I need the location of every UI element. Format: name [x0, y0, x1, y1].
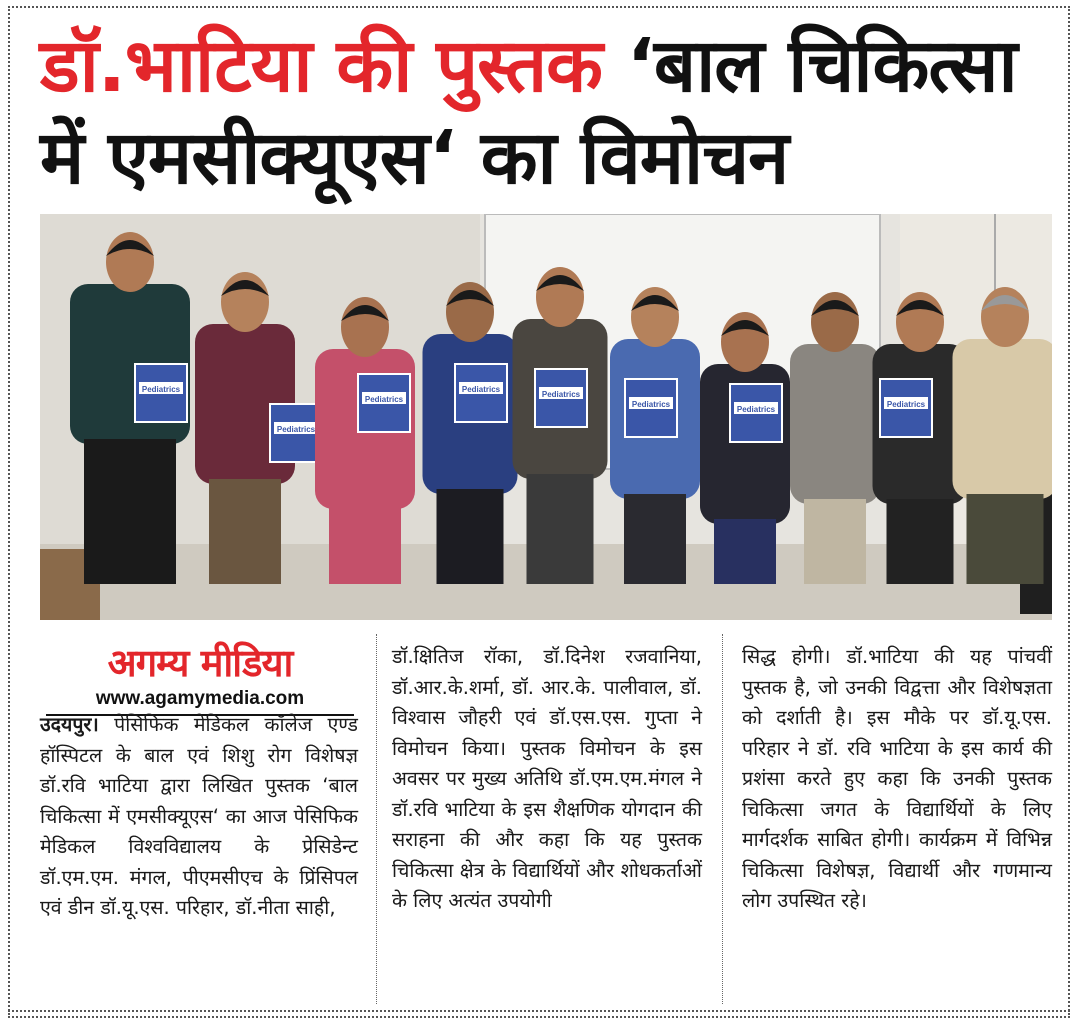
article-column-1: [40, 710, 358, 924]
person-legs: [967, 494, 1044, 584]
person-legs: [887, 499, 954, 584]
book-title-text: Pediatrics: [276, 425, 316, 434]
article-text-2: डॉ.क्षितिज रॉका, डॉ.दिनेश रजवानिया, डॉ.आर.के.शर्मा, डॉ. आर.के. पालीवाल, डॉ. विश्वास जौहरी एवं डॉ.एस.एस. गुप्ता ने विमोचन किया। पुस्तक विमोचन के इस अवसर पर मुख्य अतिथि डॉ.एम.एम.मंगल ने डॉ.रवि भाटिया के इस शैक्षणिक योगदान की सराहना की और कहा कि यह पुस्तक चिकित्सा क्षेत्र के विद्यार्थियों और शोधकर्ताओं के लिए अत्यंत उपयोगी: [392, 645, 702, 912]
bottom-border: [8, 1010, 1070, 1012]
person-legs: [804, 499, 866, 584]
article-text-1: पेसिफिक मेडिकल कॉलेज एण्ड हॉस्पिटल के बाल एवं शिशु रोग विशेषज्ञ डॉ.रवि भाटिया द्वारा लिखित पुस्तक ‘बाल चिकित्सा में एमसीक्यूएस‘ का आज पेसिफिक मेडिकल विश्वविद्यालय के प्रेसिडेन्ट डॉ.एम.एम. मंगल, पीएमसीएच के प्रिंसिपल एवं डीन डॉ.यू.एस. परिहार, डॉ.नीता साही,: [40, 713, 358, 919]
person-legs: [209, 479, 281, 584]
dateline: उदयपुर।: [40, 713, 99, 736]
headline: [40, 20, 1050, 204]
article-text-3: सिद्ध होगी। डॉ.भाटिया की यह पांचवीं पुस्तक है, जो उनकी विद्वत्ता और विशेषज्ञता को दर्शाती है। इस मौके पर डॉ.यू.एस. परिहार ने डॉ. रवि भाटिया के इस कार्य की प्रशंसा करते हुए कहा कि उनकी पुस्तक चिकित्सा जगत के विद्यार्थियों के लिए मार्गदर्शक साबित होगी। कार्यक्रम में विभिन्न चिकित्सा विशेषज्ञ, विद्यार्थी और गणमान्य लोग उपस्थित रहे।: [742, 645, 1052, 912]
article-column-2: [392, 642, 702, 917]
book-title-text: Pediatrics: [461, 385, 501, 394]
brand-name: अगम्य मीडिया: [107, 641, 293, 685]
column-divider: [722, 634, 723, 1004]
event-photo: [40, 214, 1052, 620]
book-title-text: Pediatrics: [364, 395, 404, 404]
person-torso: [953, 339, 1053, 499]
book-title-text: Pediatrics: [631, 400, 671, 409]
person-legs: [527, 474, 594, 584]
brand-block: [40, 640, 360, 716]
person-legs: [437, 489, 504, 584]
person-torso: [790, 344, 880, 504]
person-legs: [714, 519, 776, 584]
headline-red-part: डॉ.भाटिया की पुस्तक: [40, 23, 602, 109]
article-column-3: [742, 642, 1052, 917]
book-title-text: Pediatrics: [886, 400, 926, 409]
headline-black-part: ‘बाल चिकित्सा में एमसीक्यूएस‘ का विमोचन: [40, 23, 1017, 201]
book-title-text: Pediatrics: [141, 385, 181, 394]
brand-url: www.agamymedia.com: [46, 686, 354, 716]
person-legs: [624, 494, 686, 584]
column-divider: [376, 634, 377, 1004]
person-legs: [84, 439, 176, 584]
person-legs: [329, 504, 401, 584]
book-title-text: Pediatrics: [736, 405, 776, 414]
book-title-text: Pediatrics: [541, 390, 581, 399]
